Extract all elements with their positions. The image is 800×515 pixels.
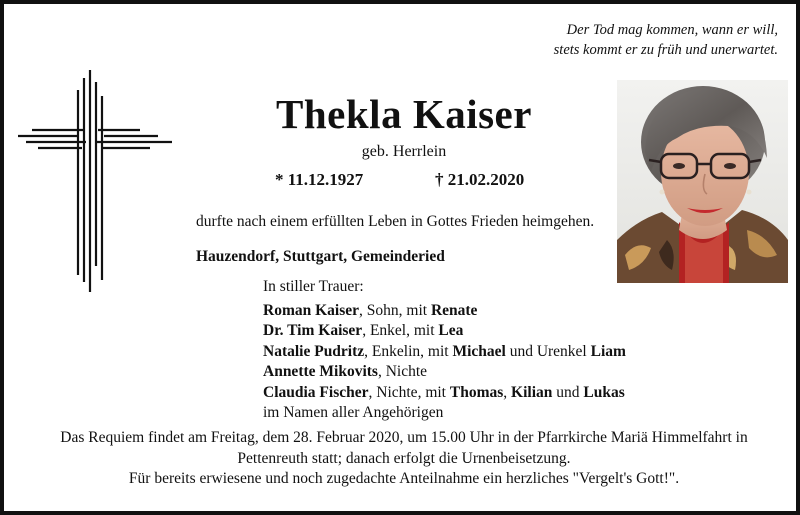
cross-icon xyxy=(18,70,176,292)
mourner-name: Thomas xyxy=(449,383,504,401)
dates xyxy=(266,170,566,192)
footer-line-2: Pettenreuth statt; danach erfolgt die Urnenbeisetzung. xyxy=(237,449,571,467)
maiden-name: geb. Herrlein xyxy=(361,143,447,160)
mourner-row xyxy=(263,301,683,322)
mourner-name: Natalie Pudritz xyxy=(263,342,365,360)
mourner-row xyxy=(263,383,683,404)
mourner-name: Kilian xyxy=(511,383,553,401)
mourner-name: Claudia Fischer xyxy=(263,383,369,401)
quote xyxy=(418,20,778,60)
mourners-closing: im Namen aller Angehörigen xyxy=(263,404,444,421)
mourners-list xyxy=(263,277,683,424)
mourner-row xyxy=(263,342,683,363)
mourner-name: Liam xyxy=(590,342,626,360)
places: Hauzendorf, Stuttgart, Gemeinderied xyxy=(196,248,445,265)
mourner-name: Renate xyxy=(430,301,478,319)
death-date: † 21.02.2020 xyxy=(435,170,525,189)
quote-line-2: stets kommt er zu früh und unerwartet. xyxy=(553,42,778,58)
mourner-text: , Sohn, mit xyxy=(359,301,431,319)
mourner-text: , xyxy=(503,383,512,401)
requiem-info xyxy=(24,428,784,490)
mourner-name: Dr. Tim Kaiser xyxy=(263,322,363,339)
mourner-text: und Urenkel xyxy=(505,342,591,360)
mourner-name: Annette Mikovits xyxy=(263,363,378,380)
mourner-text: , Enkelin, mit xyxy=(364,342,453,360)
mourner-text: , Nichte, mit xyxy=(368,383,450,401)
mourner-name: Lukas xyxy=(583,383,625,401)
birth-date: * 11.12.1927 xyxy=(275,170,364,189)
mourner-text: , Enkel, mit xyxy=(362,322,439,339)
mourners-heading: In stiller Trauer: xyxy=(263,278,364,295)
mourner-name: Roman Kaiser xyxy=(263,301,360,319)
mourner-name: Michael xyxy=(452,342,506,360)
mourner-row xyxy=(263,321,683,342)
mourner-text: , Nichte xyxy=(377,363,428,380)
footer-line-3: Für bereits erwiesene und noch zugedachte Anteilnahme ein herzliches "Vergelt's Gott!". xyxy=(128,470,680,487)
quote-line-1: Der Tod mag kommen, wann er will, xyxy=(566,22,778,38)
deceased-name: Thekla Kaiser xyxy=(276,91,532,137)
mourner-row xyxy=(263,362,683,383)
footer-line-1: Das Requiem findet am Freitag, dem 28. Februar 2020, um 15.00 Uhr in der Pfarrkirche Mariä Himmelfahrt in xyxy=(60,429,748,446)
mourner-name: Lea xyxy=(438,322,464,339)
portrait-photo xyxy=(617,80,788,283)
passing-statement: durfte nach einem erfüllten Leben in Gottes Frieden heimgehen. xyxy=(196,213,595,230)
mourner-text: und xyxy=(552,383,584,401)
